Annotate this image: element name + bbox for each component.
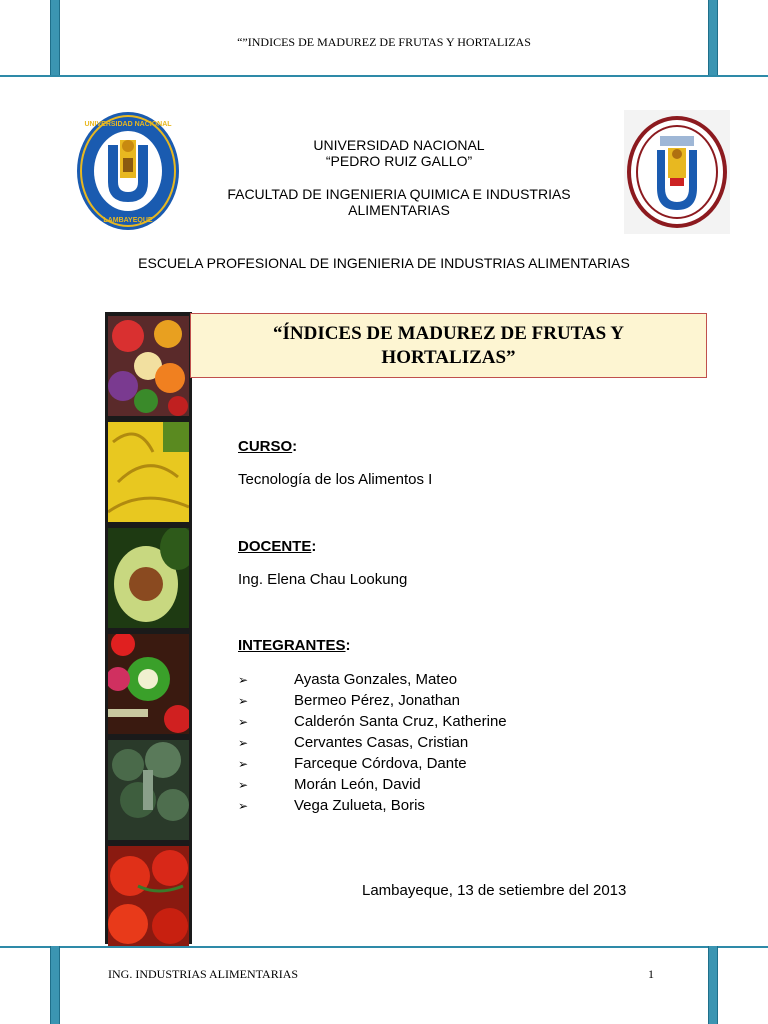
running-header: “”INDICES DE MADUREZ DE FRUTAS Y HORTALIZAS bbox=[237, 35, 531, 49]
document-title bbox=[190, 313, 707, 378]
faculty-seal-right bbox=[624, 110, 730, 234]
university-name: UNIVERSIDAD NACIONAL bbox=[313, 137, 485, 153]
arrow-bullet-icon: ➢ bbox=[238, 736, 249, 750]
course-label: CURSO: bbox=[238, 438, 298, 455]
members-list bbox=[238, 670, 507, 817]
teacher-value: Ing. Elena Chau Lookung bbox=[238, 571, 408, 588]
arrow-bullet-icon: ➢ bbox=[238, 694, 249, 708]
page-number: 1 bbox=[648, 967, 654, 981]
footer-tab-right bbox=[708, 946, 718, 1024]
date-line: Lambayeque, 13 de setiembre del 2013 bbox=[362, 882, 627, 899]
arrow-bullet-icon: ➢ bbox=[238, 715, 249, 729]
school-name: ESCUELA PROFESIONAL DE INGENIERIA DE INDUSTRIAS ALIMENTARIAS bbox=[138, 255, 630, 271]
arrow-bullet-icon: ➢ bbox=[238, 673, 249, 687]
footer-tab-left bbox=[50, 946, 60, 1024]
footer-department: ING. INDUSTRIAS ALIMENTARIAS bbox=[108, 967, 299, 981]
produce-image-strip bbox=[105, 312, 192, 944]
avocado-image bbox=[108, 528, 189, 628]
title-line2: HORTALIZAS” bbox=[381, 346, 516, 368]
university-subname: “PEDRO RUIZ GALLO” bbox=[325, 153, 473, 169]
svg-text:LAMBAYEQUE: LAMBAYEQUE bbox=[103, 217, 153, 224]
list-item: ➢ Cervantes Casas, Cristian bbox=[238, 733, 507, 754]
arrow-bullet-icon: ➢ bbox=[238, 799, 249, 813]
list-item: ➢ Farceque Córdova, Dante bbox=[238, 754, 507, 775]
course-value: Tecnología de los Alimentos I bbox=[238, 471, 433, 488]
svg-text:UNIVERSIDAD NACIONAL: UNIVERSIDAD NACIONAL bbox=[84, 121, 172, 128]
faculty-name-line2: ALIMENTARIAS bbox=[348, 202, 450, 218]
broccoli-image bbox=[108, 740, 189, 840]
footer-rule bbox=[0, 946, 768, 948]
title-line1: “ÍNDICES DE MADUREZ DE FRUTAS Y bbox=[272, 322, 624, 344]
pepper-image bbox=[108, 634, 189, 734]
fruit-image bbox=[108, 316, 189, 416]
arrow-bullet-icon: ➢ bbox=[238, 757, 249, 771]
list-item: ➢ Vega Zulueta, Boris bbox=[238, 796, 507, 817]
members-label: INTEGRANTES: bbox=[238, 637, 351, 654]
tomato-image bbox=[108, 846, 189, 946]
list-item: ➢ Morán León, David bbox=[238, 775, 507, 796]
arrow-bullet-icon: ➢ bbox=[238, 778, 249, 792]
teacher-label: DOCENTE: bbox=[238, 538, 317, 555]
university-heading bbox=[190, 137, 608, 218]
faculty-name-line1: FACULTAD DE INGENIERIA QUIMICA E INDUSTRIAS bbox=[227, 186, 571, 202]
list-item: ➢ Ayasta Gonzales, Mateo bbox=[238, 670, 507, 691]
list-item: ➢ Calderón Santa Cruz, Katherine bbox=[238, 712, 507, 733]
banana-image bbox=[108, 422, 189, 522]
header-rule bbox=[0, 75, 768, 77]
list-item: ➢ Bermeo Pérez, Jonathan bbox=[238, 691, 507, 712]
university-seal-left bbox=[76, 110, 180, 232]
